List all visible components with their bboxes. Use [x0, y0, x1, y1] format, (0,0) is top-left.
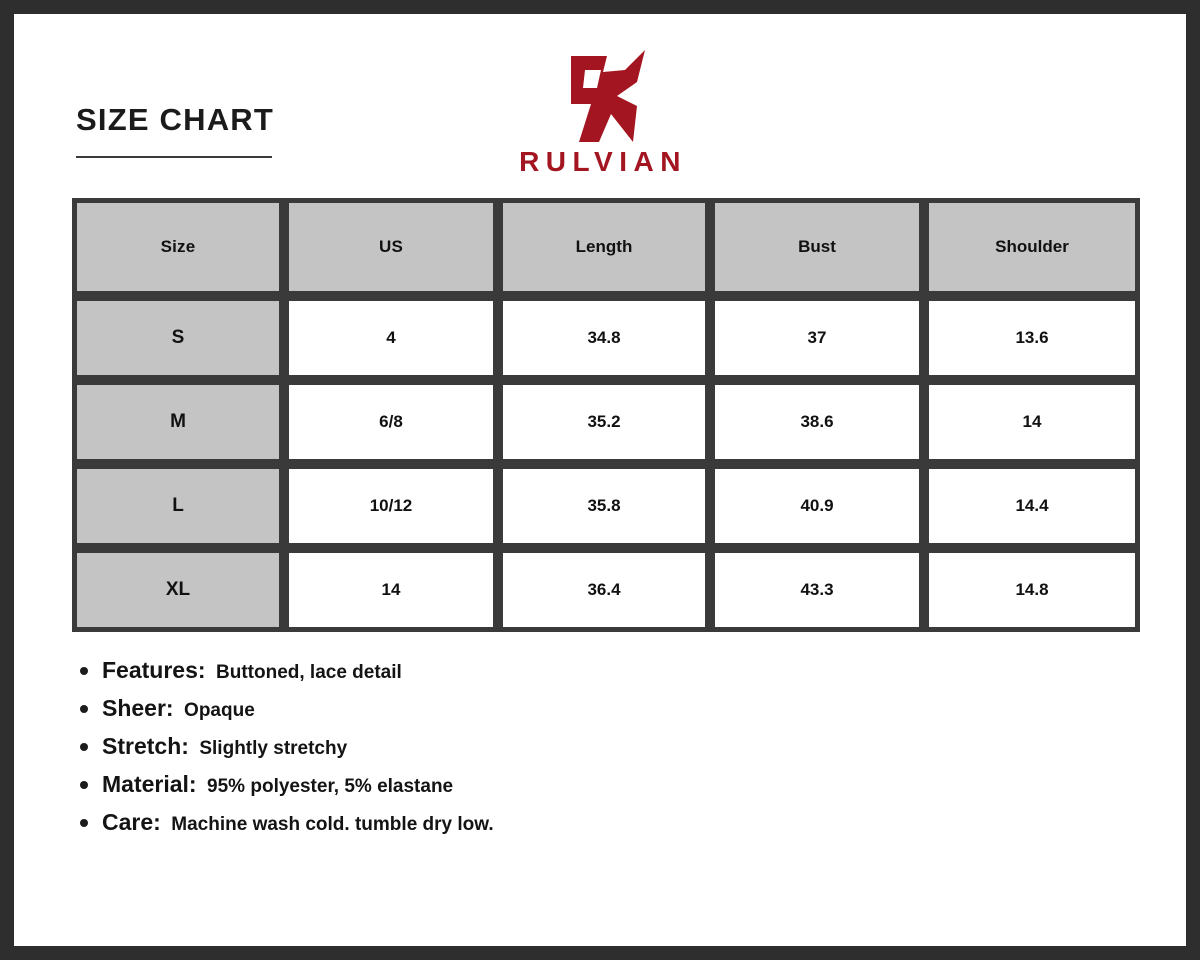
cell-shoulder: 13.6	[924, 296, 1140, 380]
list-item	[74, 772, 1134, 798]
cell-us: 10/12	[284, 464, 498, 548]
page-title: SIZE CHART	[76, 102, 274, 137]
list-item	[74, 658, 1134, 684]
cell-shoulder: 14	[924, 380, 1140, 464]
cell-us: 6/8	[284, 380, 498, 464]
cell-shoulder: 14.4	[924, 464, 1140, 548]
detail-value-features: Buttoned, lace detail	[216, 662, 402, 683]
cell-size: XL	[72, 548, 284, 632]
header	[66, 40, 1134, 190]
table-row	[72, 548, 1140, 632]
column-header-length: Length	[498, 198, 710, 296]
title-underline	[76, 156, 272, 158]
detail-value-material: 95% polyester, 5% elastane	[207, 775, 454, 797]
detail-label-features: Features:	[102, 657, 206, 683]
cell-bust: 37	[710, 296, 924, 380]
title-block	[76, 102, 274, 158]
detail-label-care: Care:	[102, 808, 161, 835]
table-header	[72, 198, 1140, 296]
detail-label-stretch: Stretch:	[102, 732, 189, 759]
page-content	[14, 14, 1186, 946]
column-header-us: US	[284, 198, 498, 296]
cell-bust: 43.3	[710, 548, 924, 632]
column-header-shoulder: Shoulder	[924, 198, 1140, 296]
list-item	[74, 734, 1134, 760]
table-body	[72, 296, 1140, 632]
product-details-list	[74, 658, 1134, 835]
cell-length: 35.2	[498, 380, 710, 464]
detail-label-material: Material:	[102, 770, 197, 797]
brand-block	[440, 48, 760, 178]
table-row	[72, 464, 1140, 548]
table-row	[72, 296, 1140, 380]
table-row	[72, 380, 1140, 464]
list-item	[74, 696, 1134, 722]
detail-value-sheer: Opaque	[184, 699, 255, 721]
cell-size: M	[72, 380, 284, 464]
rulvian-r-monogram-icon	[541, 48, 659, 144]
cell-length: 36.4	[498, 548, 710, 632]
column-header-bust: Bust	[710, 198, 924, 296]
table-header-row	[72, 198, 1140, 296]
cell-size: S	[72, 296, 284, 380]
cell-length: 34.8	[498, 296, 710, 380]
cell-us: 4	[284, 296, 498, 380]
cell-bust: 40.9	[710, 464, 924, 548]
cell-shoulder: 14.8	[924, 548, 1140, 632]
size-chart-table	[72, 198, 1140, 632]
cell-size: L	[72, 464, 284, 548]
cell-us: 14	[284, 548, 498, 632]
column-header-size: Size	[72, 198, 284, 296]
list-item	[74, 810, 1134, 836]
brand-name: RULVIAN	[519, 146, 687, 177]
cell-bust: 38.6	[710, 380, 924, 464]
detail-value-stretch: Slightly stretchy	[199, 737, 348, 759]
detail-label-sheer: Sheer:	[102, 694, 174, 721]
cell-length: 35.8	[498, 464, 710, 548]
detail-value-care: Machine wash cold. tumble dry low.	[171, 813, 494, 835]
